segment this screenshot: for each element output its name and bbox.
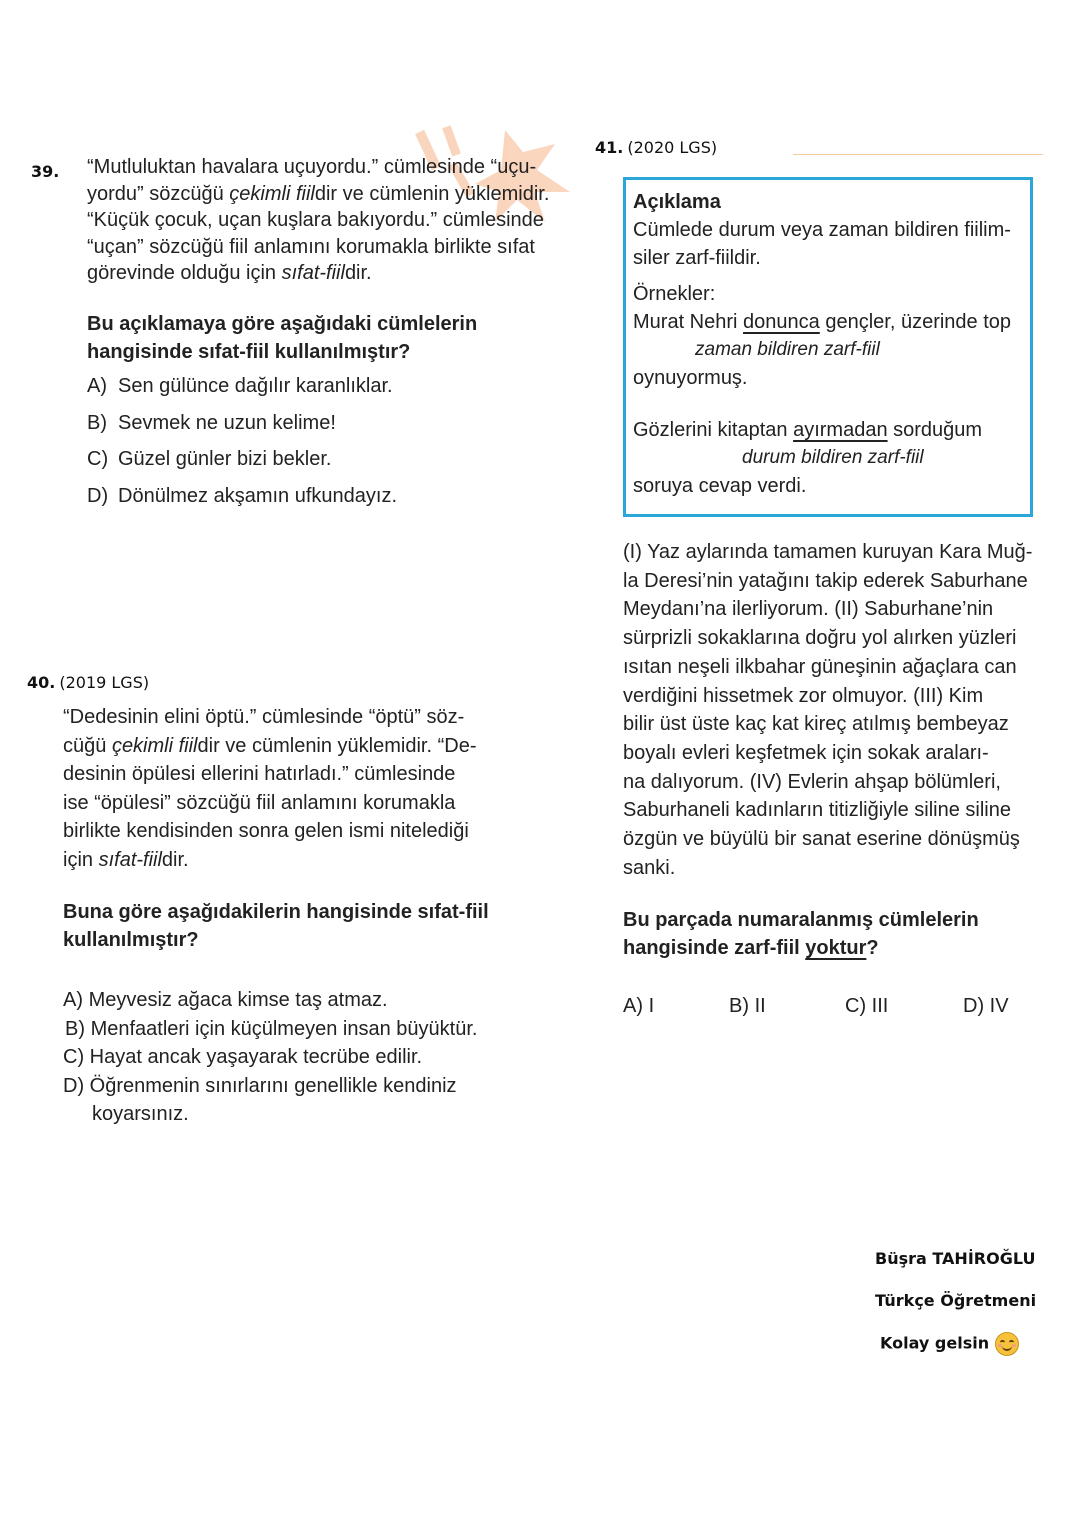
examples-label: Örnekler: xyxy=(633,283,716,305)
question-41-source: (2020 LGS) xyxy=(627,138,718,157)
text-line: Saburhaneli kadınların titizliğiyle siline siline xyxy=(623,799,1011,822)
question-39-options xyxy=(87,375,587,521)
question-40-explanation xyxy=(63,703,543,874)
author-name: Büşra TAHİROĞLU xyxy=(875,1249,1036,1268)
text-line: soruya cevap verdi. xyxy=(633,475,807,497)
text-line: “Mutluluktan havalara uçuyordu.” cümlesinde “uçu- xyxy=(87,156,537,178)
text-line: birlikte kendisinden sonra gelen ismi nitelediği xyxy=(63,820,469,842)
text-line: sürprizli sokaklarına doğru yol alırken yüzleri xyxy=(623,627,1017,650)
farewell-text: Kolay gelsin xyxy=(880,1333,990,1353)
text-line: özgün ve büyülü bir sanat eserine dönüşmüş xyxy=(623,828,1020,851)
option-c[interactable]: C) III xyxy=(845,995,889,1017)
text-line: sanki. xyxy=(623,856,676,879)
option-b[interactable]: B) II xyxy=(729,995,766,1017)
question-40-header xyxy=(27,673,149,693)
question-41-stem: Bu parçada numaralanmış cümlelerin hangisinde zarf-fiil yoktur? xyxy=(623,909,979,959)
question-41-number: 41. xyxy=(595,138,624,157)
text-line: “Küçük çocuk, uçan kuşlara bakıyordu.” cümlesinde xyxy=(87,209,544,231)
option-c[interactable]: C) Güzel günler bizi bekler. xyxy=(87,448,332,470)
question-41-header xyxy=(595,138,717,158)
text-line: (I) Yaz aylarında tamamen kuruyan Kara Muğ- xyxy=(623,541,1033,563)
question-39-stem: Bu açıklamaya göre aşağıdaki cümlelerin hangisinde sıfat-fiil kullanılmıştır? xyxy=(87,313,478,363)
option-a[interactable]: A) I xyxy=(623,995,655,1017)
text-line: için sıfat-fiildir. xyxy=(63,848,189,871)
example-2: Gözlerini kitaptan ayırmadan sorduğum xyxy=(633,419,983,441)
option-a[interactable]: A) Meyvesiz ağaca kimse taş atmaz. xyxy=(63,989,388,1011)
text-line: “uçan” sözcüğü fiil anlamını korumakla birlikte sıfat xyxy=(87,235,535,258)
example-2-note: durum bildiren zarf-fiil xyxy=(742,447,924,468)
question-40-number: 40. xyxy=(27,673,56,692)
text-line: desinin öpülesi ellerini hatırladı.” cümlesinde xyxy=(63,763,456,785)
text-line: la Deresi’nin yatağını takip ederek Saburhane xyxy=(623,569,1028,592)
question-40-stem: Buna göre aşağıdakilerin hangisinde sıfat-fiil kullanılmıştır? xyxy=(63,901,489,951)
question-41-passage xyxy=(623,538,1053,882)
explanation-box xyxy=(623,177,1033,517)
text-line: yordu” sözcüğü çekimli fiildir ve cümlenin yüklemidir. xyxy=(87,182,550,205)
text-line: verdiğini hissetmek zor olmuyor. (III) Kim xyxy=(623,684,984,707)
example-1-note: zaman bildiren zarf-fiil xyxy=(695,339,880,360)
question-40-source: (2019 LGS) xyxy=(59,673,150,692)
text-line: na dalıyorum. (IV) Evlerin ahşap bölümleri, xyxy=(623,770,1001,793)
question-39-number: 39. xyxy=(31,162,60,181)
decorative-rule xyxy=(793,154,1043,155)
text-line: görevinde olduğu için sıfat-fiildir. xyxy=(87,262,372,284)
option-b[interactable]: B) Menfaatleri için küçülmeyen insan büyüktür. xyxy=(65,1017,478,1040)
question-39-explanation xyxy=(87,154,587,287)
farewell xyxy=(880,1332,1019,1356)
text-line: Cümlede durum veya zaman bildiren fiilim- xyxy=(633,219,1011,241)
question-40-options xyxy=(63,986,543,1129)
text-line: bilir üst üste kaç kat kireç atılmış bembeyaz xyxy=(623,713,1009,736)
option-d[interactable]: D) Dönülmez akşamın ufkundayız. xyxy=(87,484,398,507)
text-line: cüğü çekimli fiildir ve cümlenin yüklemidir. “De- xyxy=(63,734,477,757)
text-line: Meydanı’na ilerliyorum. (II) Saburhane’nin xyxy=(623,598,994,621)
text-line: oynuyormuş. xyxy=(633,367,748,389)
option-d-continuation: koyarsınız. xyxy=(92,1103,189,1125)
explanation-box-title: Açıklama xyxy=(633,191,721,213)
example-1: Murat Nehri donunca gençler, üzerinde top xyxy=(633,311,1012,333)
smiling-face-icon xyxy=(995,1332,1019,1356)
text-line: siler zarf-fiildir. xyxy=(633,247,761,269)
option-c[interactable]: C) Hayat ancak yaşayarak tecrübe edilir. xyxy=(63,1046,423,1068)
text-line: ısıtan neşeli ilkbahar güneşinin ağaçlara can xyxy=(623,655,1017,678)
option-a[interactable]: A) Sen gülünce dağılır karanlıklar. xyxy=(87,375,393,397)
option-d[interactable]: D) Öğrenmenin sınırlarını genellikle kendiniz xyxy=(63,1074,457,1097)
text-line: ise “öpülesi” sözcüğü fiil anlamını korumakla xyxy=(63,791,456,814)
option-d[interactable]: D) IV xyxy=(963,995,1009,1017)
text-line: boyalı evleri keşfetmek için sokak araları- xyxy=(623,741,989,764)
option-b[interactable]: B) Sevmek ne uzun kelime! xyxy=(87,411,336,434)
text-line: “Dedesinin elini öptü.” cümlesinde “öptü” söz- xyxy=(63,706,465,728)
author-role: Türkçe Öğretmeni xyxy=(875,1291,1037,1310)
